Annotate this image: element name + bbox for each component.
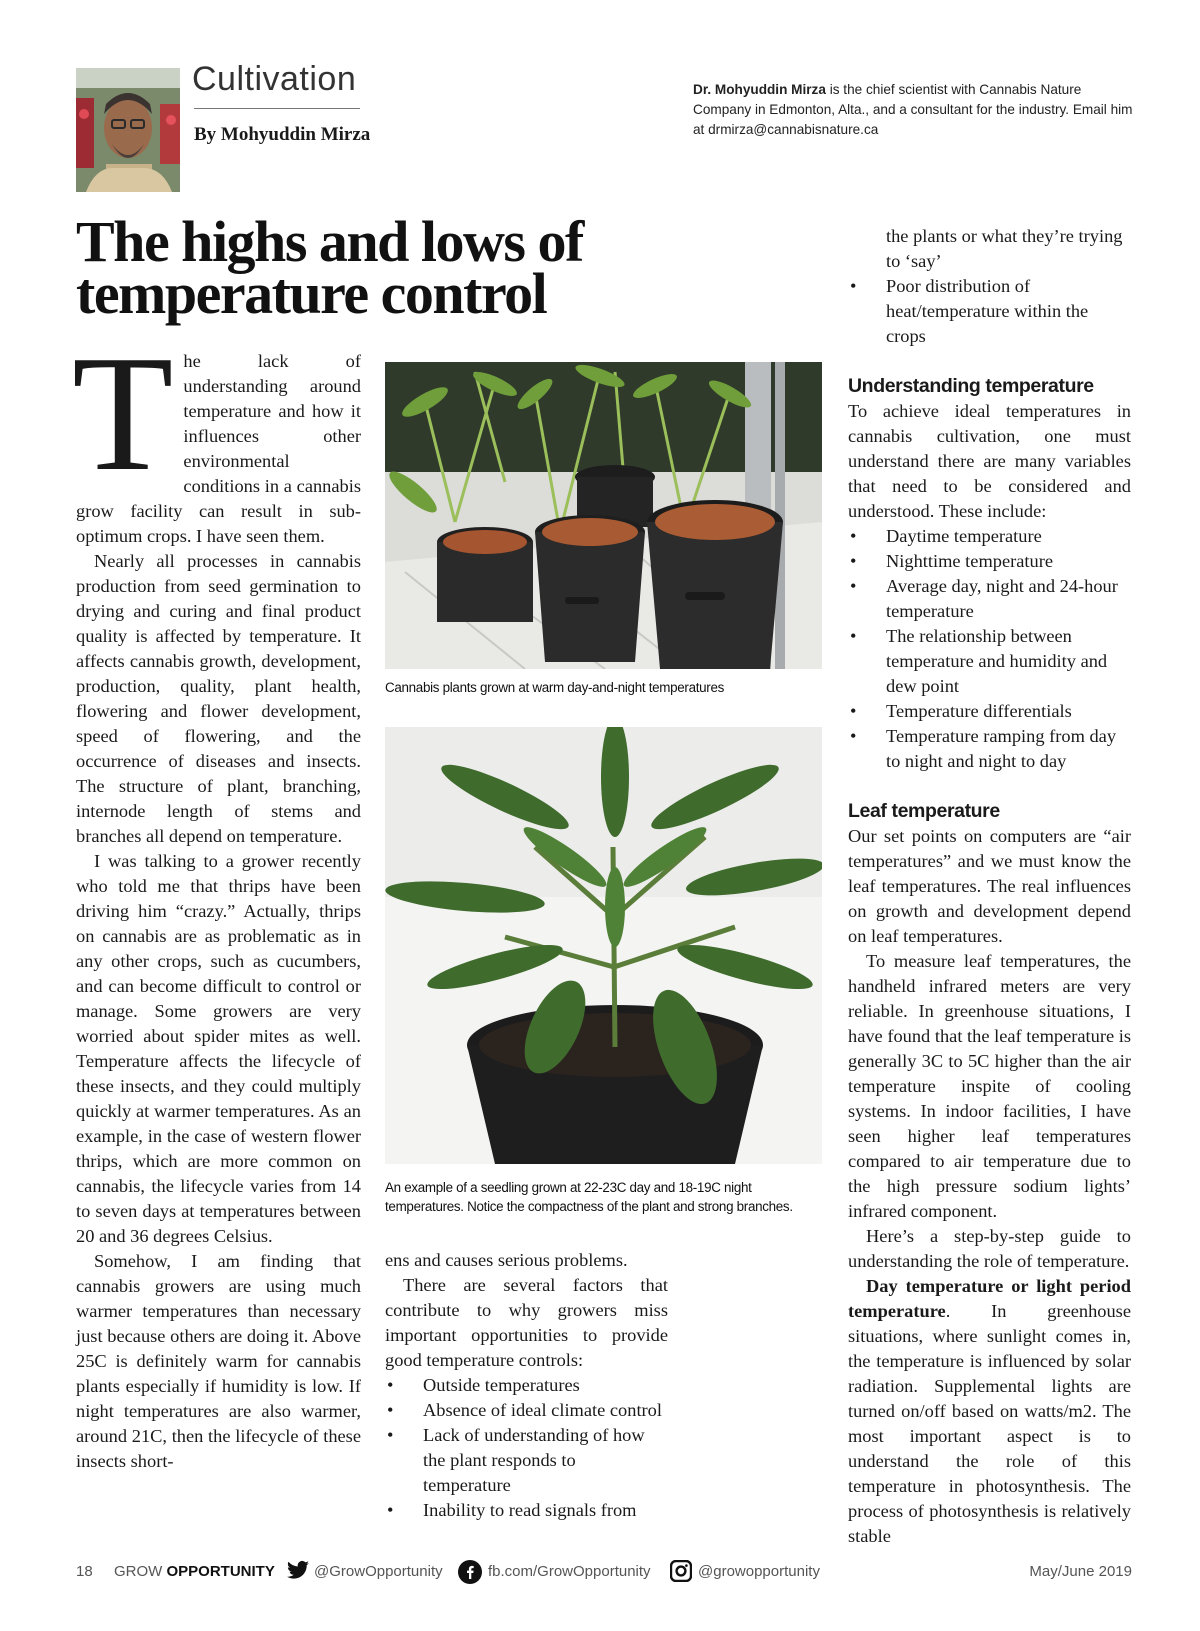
list-item: • Temperature differentials	[848, 699, 1131, 724]
list-item: • Temperature ramping from day to night and night to day	[848, 724, 1131, 774]
list-item: • Absence of ideal climate control	[385, 1398, 668, 1423]
subheading: Understanding temperature	[848, 375, 1094, 397]
author-photo	[76, 68, 180, 192]
paragraph: To achieve ideal temperatures in cannabis cultivation, one must understand there are many variables that need to be considered and understood. These include:	[848, 401, 1131, 521]
factor-list-continued	[848, 224, 1131, 349]
list-item: • Inability to read signals from	[385, 1498, 668, 1523]
list-item: • Outside temperatures	[385, 1373, 668, 1398]
list-item: • Poor distribution of heat/temperature within the crops	[848, 274, 1131, 349]
list-item: • Lack of understanding of how the plant responds to temperature	[385, 1423, 668, 1498]
brand-light: GROW	[114, 1563, 167, 1580]
paragraph: Our set points on computers are “air temperatures” and we must know the leaf temperatures. The real influences on growth and development depend on leaf temperatures.	[848, 826, 1131, 946]
twitter-icon	[286, 1560, 310, 1582]
paragraph: Nearly all processes in cannabis production from seed germination to drying and curing and final product quality is affected by temperature. It affects cannabis growth, development, production, quality, plant health, flowering and flower development, speed of flowering, and the occurrence of diseases and insects. The structure of plant, branching, internode length of stems and branches all depend on temperature.	[76, 551, 361, 846]
facebook-icon	[458, 1560, 482, 1584]
article-column-1	[72, 321, 361, 1474]
author-bio-name: Dr. Mohyuddin Mirza	[693, 82, 826, 97]
list-item: • The relationship between temperature and humidity and dew point	[848, 624, 1131, 699]
author-bio	[693, 80, 1133, 140]
subheading: Leaf temperature	[848, 800, 1000, 822]
article-column-3	[848, 224, 1131, 1549]
magazine-brand	[114, 1563, 275, 1580]
twitter-handle[interactable]: @GrowOpportunity	[314, 1563, 443, 1580]
brand-bold: OPPORTUNITY	[166, 1563, 275, 1580]
paragraph-text: . In greenhouse situations, where sunlight comes in, the temperature is influenced by solar radiation. Supplemental lights are turned on/off based on watts/m2. The most important aspect is to understand the role of this temperature in photosynthesis. The process of photosynthesis is relatively stable	[848, 1301, 1131, 1546]
instagram-handle[interactable]: @growopportunity	[698, 1563, 820, 1580]
paragraph: ens and causes serious problems.	[385, 1250, 628, 1270]
paragraph	[848, 1274, 1131, 1549]
list-item: • Nighttime temperature	[848, 549, 1131, 574]
issue-date: May/June 2019	[1029, 1563, 1132, 1580]
paragraph: To measure leaf temperatures, the handheld infrared meters are very reliable. In greenhouse situations, I have found that the leaf temperature is generally 3C to 5C higher than the air temperature inspite of cooling systems. In indoor facilities, I have seen higher leaf temperatures compared to air temperature due to the high pressure sodium lights’ infrared component.	[848, 951, 1131, 1221]
list-item-continued: the plants or what they’re trying to ‘say’	[886, 226, 1123, 271]
page-footer	[76, 1560, 1132, 1586]
list-item: • Average day, night and 24-hour temperature	[848, 574, 1131, 624]
headline: The highs and lows of temperature control	[76, 209, 583, 326]
paragraph: There are several factors that contribute to why growers miss important opportunities to provide good temperature controls:	[385, 1275, 668, 1370]
photo-seedling	[385, 727, 822, 1164]
paragraph: Somehow, I am finding that cannabis growers are using much warmer temperatures than necessary just because others are doing it. Above 25C is definitely warm for cannabis plants especially if humidity is low. If night temperatures are also warmer, around 21C, then the lifecycle of these insects short-	[76, 1251, 361, 1471]
paragraph	[72, 321, 361, 549]
byline: By Mohyuddin Mirza	[194, 124, 371, 145]
run-in-heading: Day temperature or light period temperature	[848, 1276, 1131, 1321]
facebook-link[interactable]: fb.com/GrowOpportunity	[488, 1563, 651, 1580]
article-column-2	[385, 1248, 668, 1523]
paragraph: I was talking to a grower recently who told me that thrips have been driving him “crazy.” Actually, thrips on cannabis are as problematic as in any other crops, such as cucumbers, and can become difficult to control or manage. Some growers are very worried about spider mites as well. Temperature affects the lifecycle of these insects, and they could multiply quickly at warmer temperatures. As an example, in the case of western flower thrips, which are more common on cannabis, the lifecycle varies from 14 to seven days at temperatures between 20 and 36 degrees Celsius.	[76, 851, 361, 1246]
section-label: Cultivation	[192, 60, 357, 98]
instagram-icon	[670, 1560, 692, 1582]
author-bio-text: is the chief scientist with Cannabis Nature Company in Edmonton, Alta., and a consultant for the industry. Email him at drmirza@cannabisnature.ca	[693, 82, 1133, 137]
paragraph-text: he lack of understanding around temperature and how it influences other environmental conditions in a cannabis grow facility can result in sub-optimum crops. I have seen them.	[76, 351, 361, 546]
factor-list	[385, 1373, 668, 1523]
photo-caption: Cannabis plants grown at warm day-and-night temperatures	[385, 680, 724, 695]
section-divider	[194, 108, 360, 109]
drop-cap: T	[72, 321, 174, 505]
photo-caption: An example of a seedling grown at 22-23C day and 18-19C night temperatures. Notice the compactness of the plant and strong branches.	[385, 1180, 793, 1214]
paragraph: Here’s a step-by-step guide to understanding the role of temperature.	[848, 1226, 1131, 1271]
page-number: 18	[76, 1563, 93, 1580]
photo-cannabis-pots	[385, 362, 822, 669]
list-item: • Daytime temperature	[848, 524, 1131, 549]
variables-list	[848, 524, 1131, 774]
